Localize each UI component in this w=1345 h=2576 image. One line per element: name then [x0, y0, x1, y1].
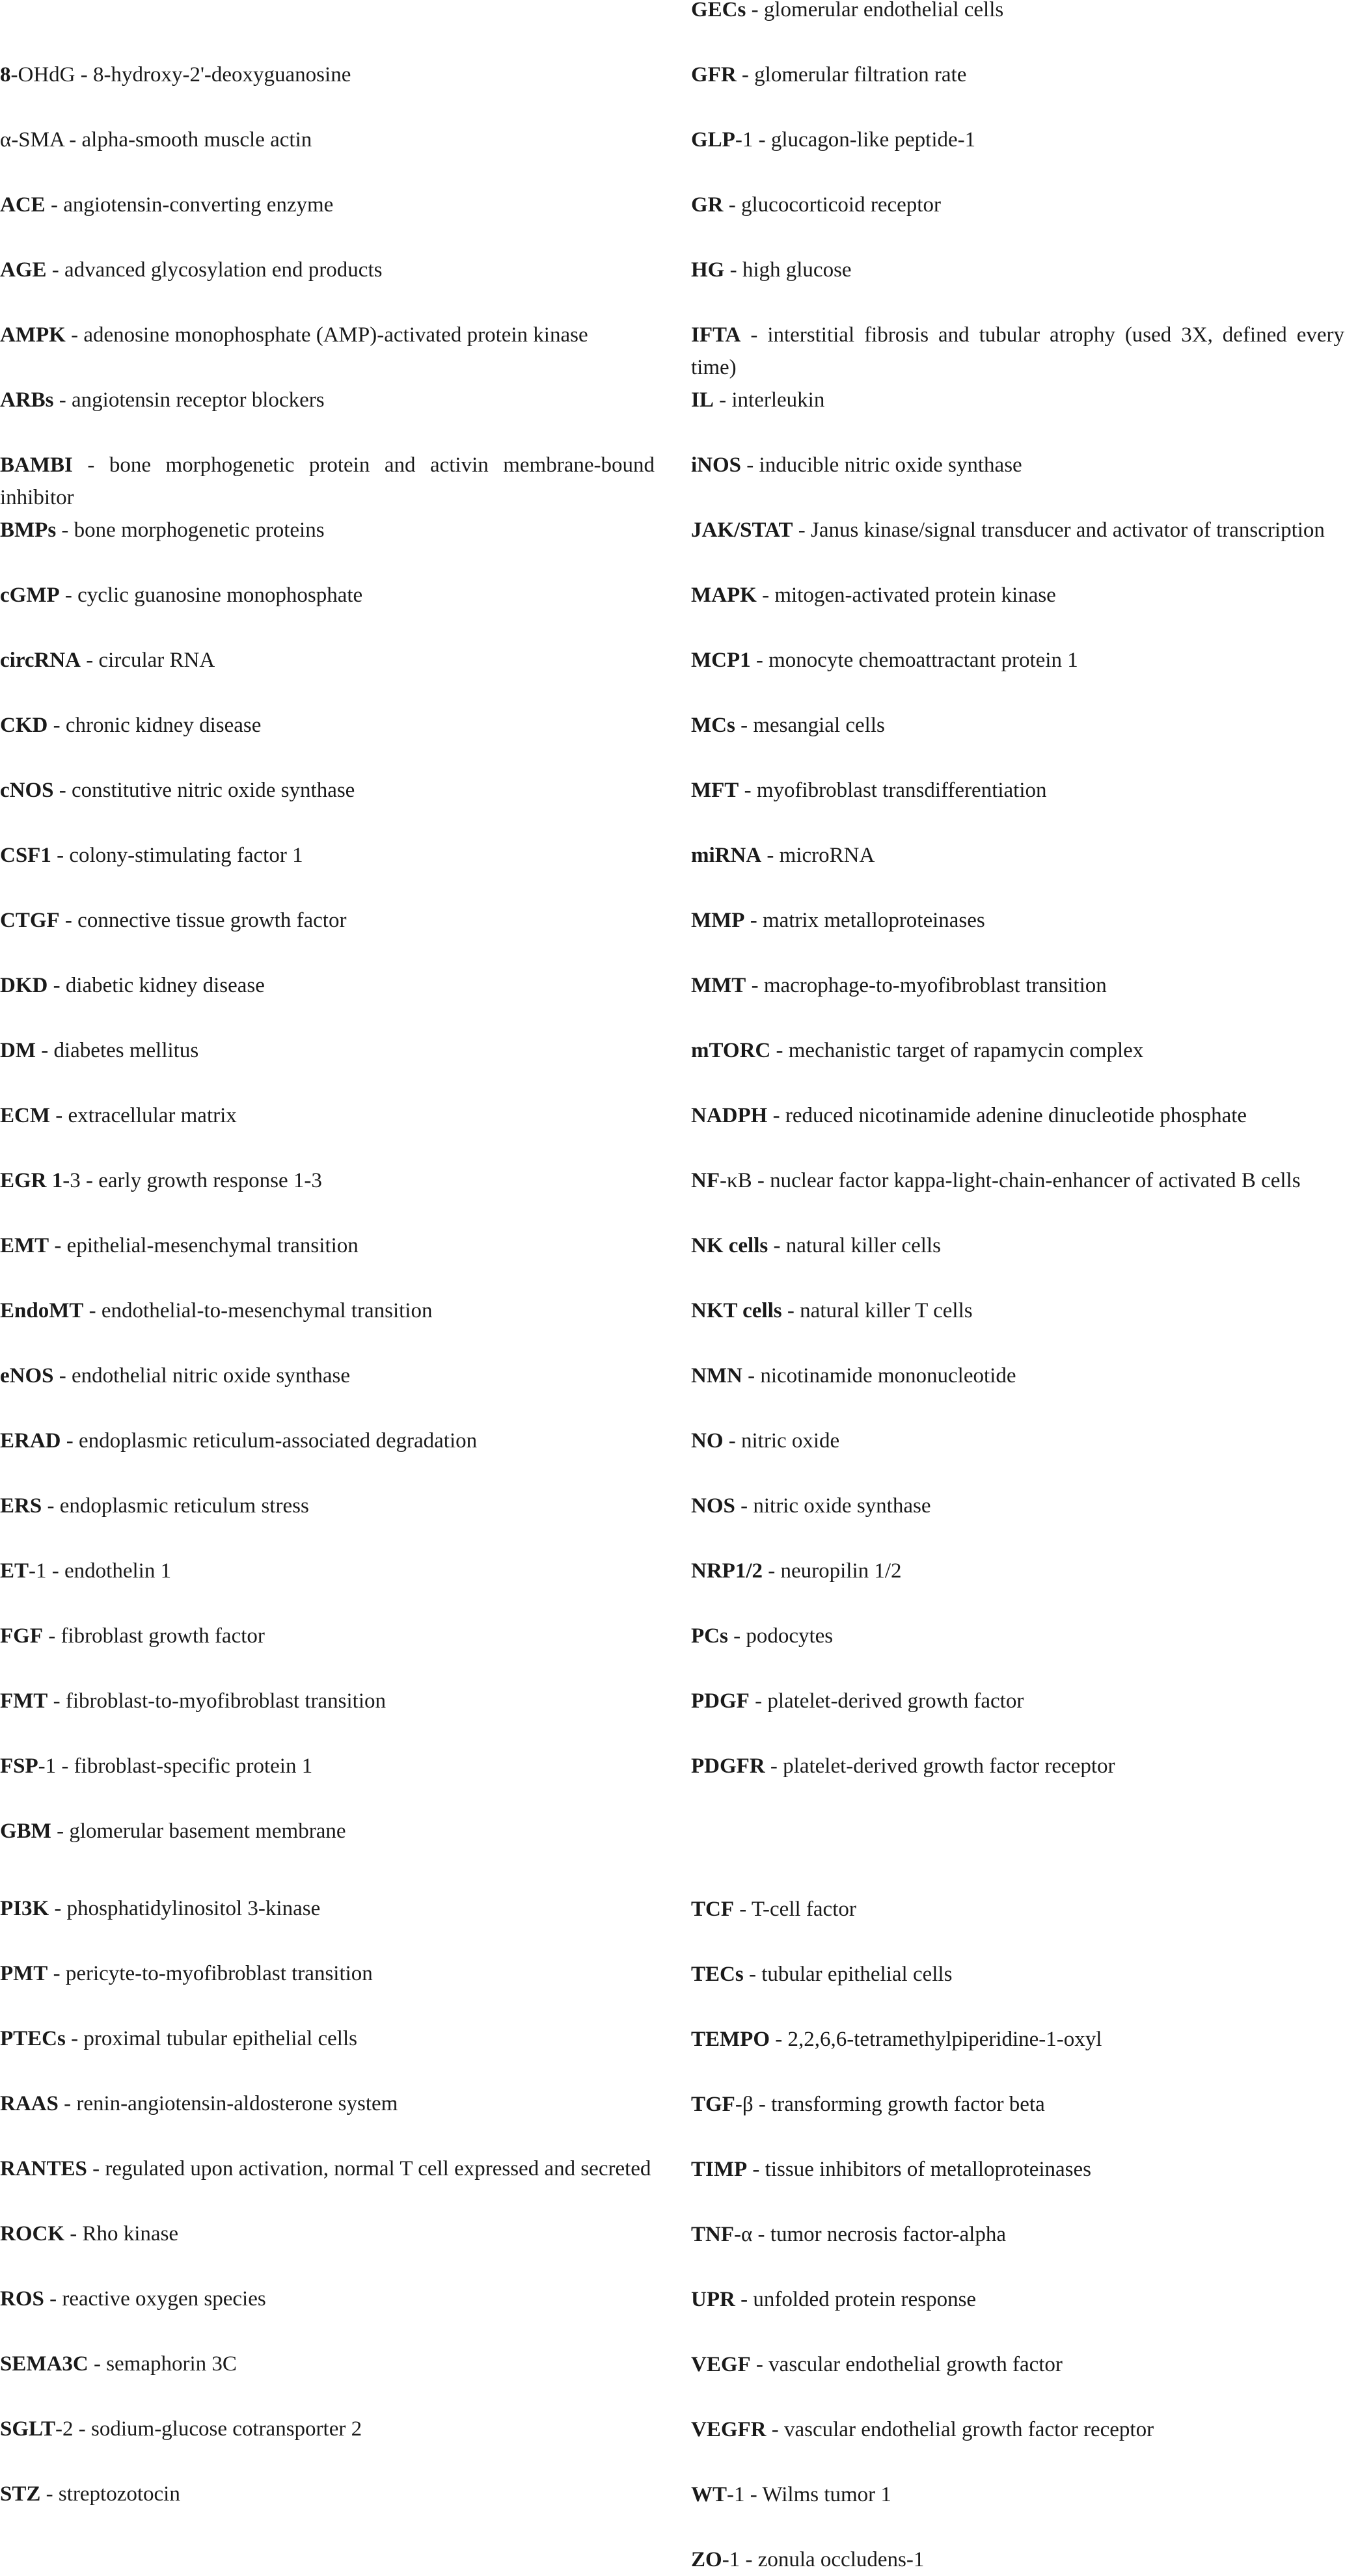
abbreviation-term: GBM	[0, 1819, 51, 1843]
abbreviation-entry-pcs: PCs - podocytes	[691, 1624, 834, 1648]
abbreviation-term: 8-OHdG	[0, 63, 75, 87]
abbreviation-entry-tgf: TGF-β - transforming growth factor beta	[691, 2093, 1045, 2116]
abbreviation-term: ERAD	[0, 1429, 61, 1453]
abbreviation-definition: fibroblast growth factor	[61, 1624, 265, 1648]
abbreviation-term: PI3K	[0, 1897, 49, 1920]
abbreviation-definition: reduced nicotinamide adenine dinucleotide phosphate	[785, 1104, 1247, 1127]
abbreviation-entry-mcp1: MCP1 - monocyte chemoattractant protein 1	[691, 649, 1078, 672]
abbreviation-definition: nuclear factor kappa-light-chain-enhancer of activated B cells	[770, 1169, 1301, 1192]
abbreviation-term: VEGFR	[691, 2418, 767, 2441]
abbreviation-definition: T-cell factor	[751, 1898, 856, 1921]
abbreviation-entry-nos: NOS - nitric oxide synthase	[691, 1494, 931, 1518]
abbreviation-entry-nf-b: NF-κB - nuclear factor kappa-light-chain-enhancer of activated B cells	[691, 1169, 1301, 1192]
abbreviation-entry-nmn: NMN - nicotinamide mononucleotide	[691, 1364, 1016, 1388]
abbreviation-term: GR	[691, 193, 724, 217]
abbreviation-definition: renin-angiotensin-aldosterone system	[76, 2092, 398, 2115]
abbreviation-entry-fgf: FGF - fibroblast growth factor	[0, 1624, 265, 1648]
abbreviation-term: CSF1	[0, 844, 51, 867]
abbreviation-definition: pericyte-to-myofibroblast transition	[65, 1962, 373, 1985]
abbreviation-term: α-SMA	[0, 128, 64, 152]
abbreviation-entry-pdgfr: PDGFR - platelet-derived growth factor receptor	[691, 1754, 1115, 1778]
abbreviation-term: ARBs	[0, 388, 54, 412]
abbreviation-term: ECM	[0, 1104, 50, 1127]
abbreviation-entry-ckd: CKD - chronic kidney disease	[0, 714, 262, 737]
abbreviation-definition: platelet-derived growth factor receptor	[783, 1754, 1115, 1778]
abbreviation-definition: cyclic guanosine monophosphate	[77, 584, 363, 607]
abbreviation-term: GLP-1	[691, 128, 754, 152]
abbreviation-entry-sglt-2: SGLT-2 - sodium-glucose cotransporter 2	[0, 2417, 362, 2441]
abbreviation-term: SGLT-2	[0, 2417, 74, 2441]
abbreviation-term: NO	[691, 1429, 724, 1453]
abbreviation-term: ET-1	[0, 1559, 47, 1583]
abbreviation-definition: alpha-smooth muscle actin	[81, 128, 312, 152]
abbreviation-entry-hg: HG - high glucose	[691, 258, 852, 282]
abbreviation-definition: nitric oxide	[741, 1429, 840, 1453]
abbreviation-term: MCs	[691, 714, 735, 737]
abbreviation-term: ROCK	[0, 2222, 64, 2246]
abbreviation-definition: matrix metalloproteinases	[762, 909, 985, 932]
abbreviation-term: TNF-α	[691, 2223, 753, 2246]
abbreviation-entry-mapk: MAPK - mitogen-activated protein kinase	[691, 584, 1056, 607]
abbreviation-term: FGF	[0, 1624, 43, 1648]
abbreviation-definition: fibroblast-to-myofibroblast transition	[65, 1689, 386, 1713]
abbreviation-entry-upr: UPR - unfolded protein response	[691, 2288, 977, 2311]
abbreviation-entry-gecs: GECs - glomerular endothelial cells	[691, 0, 1344, 26]
abbreviation-term: TCF	[691, 1898, 734, 1921]
abbreviation-entry-enos: eNOS - endothelial nitric oxide synthase	[0, 1364, 350, 1388]
abbreviation-definition: endothelial nitric oxide synthase	[72, 1364, 350, 1388]
abbreviation-definition: regulated upon activation, normal T cell expressed and secreted	[105, 2157, 651, 2180]
abbreviation-term: GFR	[691, 63, 737, 87]
abbreviation-term: EMT	[0, 1234, 49, 1257]
abbreviation-entry-tempo: TEMPO - 2,2,6,6-tetramethylpiperidine-1-oxyl	[691, 2028, 1102, 2051]
abbreviation-term: PDGF	[691, 1689, 750, 1713]
abbreviation-definition: Janus kinase/signal transducer and activator of transcription	[810, 518, 1325, 542]
abbreviation-entry-bambi: BAMBI - bone morphogenetic protein and activin membrane-bound inhibitor	[0, 453, 655, 509]
abbreviation-definition: interleukin	[731, 388, 825, 412]
abbreviation-term: NRP1/2	[691, 1559, 763, 1583]
abbreviation-definition: streptozotocin	[58, 2482, 180, 2506]
abbreviation-term: ROS	[0, 2287, 44, 2311]
abbreviation-definition: nicotinamide mononucleotide	[760, 1364, 1016, 1388]
abbreviation-entry-sma: α-SMA - alpha-smooth muscle actin	[0, 128, 312, 152]
abbreviation-definition: adenosine monophosphate (AMP)-activated protein kinase	[83, 323, 588, 347]
abbreviation-definition: zonula occludens-1	[757, 2548, 925, 2571]
abbreviation-entry-gr: GR - glucocorticoid receptor	[691, 193, 941, 217]
abbreviation-entry-emt: EMT - epithelial-mesenchymal transition	[0, 1234, 359, 1257]
abbreviation-term: CKD	[0, 714, 48, 737]
abbreviation-term: STZ	[0, 2482, 41, 2506]
abbreviation-entry-arbs: ARBs - angiotensin receptor blockers	[0, 388, 325, 412]
abbreviation-definition: epithelial-mesenchymal transition	[66, 1234, 359, 1257]
abbreviation-term: PCs	[691, 1624, 728, 1648]
abbreviation-term: MCP1	[691, 649, 751, 672]
abbreviation-definition: vascular endothelial growth factor	[768, 2353, 1063, 2376]
abbreviation-definition: tumor necrosis factor-alpha	[770, 2223, 1006, 2246]
abbreviation-term: IL	[691, 388, 714, 412]
abbreviation-term: RANTES	[0, 2157, 87, 2180]
abbreviation-term: circRNA	[0, 649, 81, 672]
abbreviation-term: PDGFR	[691, 1754, 765, 1778]
abbreviation-term: NF-κB	[691, 1169, 752, 1192]
abbreviation-term: EGR 1-3	[0, 1169, 81, 1192]
abbreviation-term: MFT	[691, 779, 739, 802]
abbreviation-entry-ros: ROS - reactive oxygen species	[0, 2287, 266, 2311]
abbreviation-definition: mechanistic target of rapamycin complex	[788, 1039, 1144, 1062]
abbreviation-entry-mft: MFT - myofibroblast transdifferentiation	[691, 779, 1047, 802]
abbreviation-term: ERS	[0, 1494, 42, 1518]
abbreviation-definition: tubular epithelial cells	[761, 1963, 953, 1986]
abbreviation-definition: inducible nitric oxide synthase	[759, 453, 1022, 477]
abbreviation-definition: semaphorin 3C	[106, 2352, 237, 2376]
abbreviation-term: MAPK	[691, 584, 757, 607]
abbreviation-term: JAK/STAT	[691, 518, 793, 542]
abbreviation-term: iNOS	[691, 453, 742, 477]
abbreviation-entry-nrp1-2: NRP1/2 - neuropilin 1/2	[691, 1559, 902, 1583]
abbreviation-term: miRNA	[691, 844, 762, 867]
abbreviation-term: TECs	[691, 1963, 744, 1986]
abbreviation-definition: neuropilin 1/2	[780, 1559, 902, 1583]
abbreviation-definition: glucocorticoid receptor	[741, 193, 941, 217]
abbreviation-definition: 2,2,6,6-tetramethylpiperidine-1-oxyl	[787, 2028, 1102, 2051]
abbreviation-entry-mtorc: mTORC - mechanistic target of rapamycin complex	[691, 1039, 1144, 1062]
abbreviation-definition: 8-hydroxy-2'-deoxyguanosine	[92, 63, 351, 87]
abbreviation-term: NKT cells	[691, 1299, 782, 1322]
abbreviation-definition: transforming growth factor beta	[771, 2093, 1045, 2116]
abbreviation-term: EndoMT	[0, 1299, 84, 1322]
abbreviation-entry-pmt: PMT - pericyte-to-myofibroblast transition	[0, 1962, 373, 1985]
abbreviation-entry-cnos: cNOS - constitutive nitric oxide synthase	[0, 779, 355, 802]
abbreviation-definition: monocyte chemoattractant protein 1	[768, 649, 1078, 672]
abbreviation-entry-stz: STZ - streptozotocin	[0, 2482, 180, 2506]
abbreviation-entry-ctgf: CTGF - connective tissue growth factor	[0, 909, 347, 932]
abbreviation-entry-zo-1: ZO-1 - zonula occludens-1	[691, 2548, 925, 2571]
abbreviation-entry-mmp: MMP - matrix metalloproteinases	[691, 909, 985, 932]
abbreviation-entry-ptecs: PTECs - proximal tubular epithelial cells	[0, 2027, 357, 2050]
abbreviation-entry-ampk: AMPK - adenosine monophosphate (AMP)-activated protein kinase	[0, 323, 588, 347]
abbreviation-term: RAAS	[0, 2092, 59, 2115]
abbreviation-definition: glomerular filtration rate	[754, 63, 967, 87]
abbreviation-term: VEGF	[691, 2353, 751, 2376]
abbreviation-definition: bone morphogenetic proteins	[74, 518, 325, 542]
abbreviation-entry-pi3k: PI3K - phosphatidylinositol 3-kinase	[0, 1897, 321, 1920]
abbreviation-term: HG	[691, 258, 725, 282]
abbreviation-entry-circrna: circRNA - circular RNA	[0, 649, 215, 672]
abbreviation-entry-tcf: TCF - T-cell factor	[691, 1898, 856, 1921]
abbreviation-entry-erad: ERAD - endoplasmic reticulum-associated degradation	[0, 1429, 478, 1453]
abbreviation-term: AMPK	[0, 323, 66, 347]
abbreviation-definition: mesangial cells	[753, 714, 885, 737]
abbreviation-definition: advanced glycosylation end products	[64, 258, 383, 282]
abbreviation-entry-gbm: GBM - glomerular basement membrane	[0, 1819, 346, 1843]
abbreviation-entry-fsp-1: FSP-1 - fibroblast-specific protein 1	[0, 1754, 313, 1778]
abbreviation-definition: tissue inhibitors of metalloproteinases	[765, 2158, 1092, 2181]
abbreviation-term: TIMP	[691, 2158, 748, 2181]
abbreviation-term: NMN	[691, 1364, 742, 1388]
abbreviation-definition: glomerular endothelial cells	[763, 0, 1004, 21]
abbreviation-definition: platelet-derived growth factor	[767, 1689, 1024, 1713]
abbreviation-term: mTORC	[691, 1039, 771, 1062]
abbreviation-entry-ers: ERS - endoplasmic reticulum stress	[0, 1494, 309, 1518]
abbreviation-entry-fmt: FMT - fibroblast-to-myofibroblast transition	[0, 1689, 386, 1713]
abbreviation-entry-nk-cells: NK cells - natural killer cells	[691, 1234, 941, 1257]
abbreviation-term: ZO-1	[691, 2548, 740, 2571]
abbreviation-definition: unfolded protein response	[753, 2288, 977, 2311]
abbreviation-entry-vegf: VEGF - vascular endothelial growth factor	[691, 2353, 1063, 2376]
abbreviation-definition: high glucose	[742, 258, 852, 282]
abbreviation-definition: connective tissue growth factor	[77, 909, 347, 932]
abbreviation-term: GECs	[691, 0, 746, 21]
abbreviation-entry-inos: iNOS - inducible nitric oxide synthase	[691, 453, 1022, 477]
abbreviation-definition: mitogen-activated protein kinase	[774, 584, 1056, 607]
abbreviation-term: AGE	[0, 258, 47, 282]
abbreviation-definition: extracellular matrix	[68, 1104, 237, 1127]
abbreviation-term: PMT	[0, 1962, 48, 1985]
abbreviation-entry-wt-1: WT-1 - Wilms tumor 1	[691, 2483, 891, 2506]
abbreviation-entry-gfr: GFR - glomerular filtration rate	[691, 63, 967, 87]
abbreviation-term: eNOS	[0, 1364, 54, 1388]
abbreviation-definition: endothelin 1	[64, 1559, 172, 1583]
abbreviation-entry-csf1: CSF1 - colony-stimulating factor 1	[0, 844, 303, 867]
abbreviation-term: MMT	[691, 974, 746, 997]
abbreviation-term: SEMA3C	[0, 2352, 88, 2376]
abbreviation-entry-raas: RAAS - renin-angiotensin-aldosterone system	[0, 2092, 398, 2115]
abbreviation-entry-rock: ROCK - Rho kinase	[0, 2222, 179, 2246]
abbreviation-term: PTECs	[0, 2027, 66, 2050]
abbreviation-definition: reactive oxygen species	[62, 2287, 266, 2311]
abbreviation-entry-sema3c: SEMA3C - semaphorin 3C	[0, 2352, 237, 2376]
abbreviation-definition: circular RNA	[98, 649, 215, 672]
abbreviation-entry-dkd: DKD - diabetic kidney disease	[0, 974, 265, 997]
abbreviation-definition: phosphatidylinositol 3-kinase	[66, 1897, 321, 1920]
abbreviation-definition: endothelial-to-mesenchymal transition	[101, 1299, 433, 1322]
abbreviation-definition: glomerular basement membrane	[69, 1819, 346, 1843]
abbreviation-definition: vascular endothelial growth factor receptor	[784, 2418, 1154, 2441]
abbreviation-term: ACE	[0, 193, 46, 217]
abbreviation-definition: fibroblast-specific protein 1	[74, 1754, 313, 1778]
abbreviation-entry-mcs: MCs - mesangial cells	[691, 714, 885, 737]
abbreviation-entry-age: AGE - advanced glycosylation end products	[0, 258, 383, 282]
abbreviation-entry-il: IL - interleukin	[691, 388, 825, 412]
abbreviation-definition: angiotensin receptor blockers	[72, 388, 325, 412]
abbreviation-entry-dm: DM - diabetes mellitus	[0, 1039, 199, 1062]
abbreviation-entry-jak-stat: JAK/STAT - Janus kinase/signal transducer and activator of transcription	[691, 518, 1325, 542]
abbreviation-term: cNOS	[0, 779, 54, 802]
abbreviation-definition: diabetes mellitus	[53, 1039, 199, 1062]
abbreviation-term: BMPs	[0, 518, 57, 542]
abbreviation-entry-rantes: RANTES - regulated upon activation, normal T cell expressed and secreted	[0, 2157, 651, 2180]
abbreviation-definition: angiotensin-converting enzyme	[63, 193, 334, 217]
abbreviation-term: FSP-1	[0, 1754, 57, 1778]
abbreviation-term: DKD	[0, 974, 48, 997]
abbreviation-entry-nadph: NADPH - reduced nicotinamide adenine dinucleotide phosphate	[691, 1104, 1247, 1127]
abbreviation-entry-8-ohdg: 8-OHdG - 8-hydroxy-2'-deoxyguanosine	[0, 63, 351, 87]
abbreviation-term: FMT	[0, 1689, 48, 1713]
abbreviation-entry-timp: TIMP - tissue inhibitors of metalloproteinases	[691, 2158, 1092, 2181]
abbreviation-entry-vegfr: VEGFR - vascular endothelial growth factor receptor	[691, 2418, 1154, 2441]
abbreviation-definition: Wilms tumor 1	[762, 2483, 891, 2506]
abbreviation-definition: natural killer T cells	[800, 1299, 973, 1322]
abbreviation-term: BAMBI	[0, 453, 73, 477]
abbreviation-definition: chronic kidney disease	[65, 714, 262, 737]
abbreviation-entry-et-1: ET-1 - endothelin 1	[0, 1559, 172, 1583]
abbreviation-definition: diabetic kidney disease	[65, 974, 265, 997]
abbreviation-definition: macrophage-to-myofibroblast transition	[763, 974, 1107, 997]
abbreviation-definition: endoplasmic reticulum-associated degradation	[79, 1429, 478, 1453]
abbreviation-definition: proximal tubular epithelial cells	[83, 2027, 357, 2050]
abbreviation-term: TEMPO	[691, 2028, 770, 2051]
abbreviation-term: UPR	[691, 2288, 735, 2311]
abbreviation-definition: microRNA	[779, 844, 875, 867]
abbreviation-entry-pdgf: PDGF - platelet-derived growth factor	[691, 1689, 1024, 1713]
abbreviation-entry-no: NO - nitric oxide	[691, 1429, 840, 1453]
abbreviation-entry-mmt: MMT - macrophage-to-myofibroblast transition	[691, 974, 1107, 997]
abbreviation-entry-cgmp: cGMP - cyclic guanosine monophosphate	[0, 584, 363, 607]
abbreviation-definition: sodium-glucose cotransporter 2	[91, 2417, 362, 2441]
abbreviation-entry-bmps: BMPs - bone morphogenetic proteins	[0, 518, 325, 542]
abbreviation-definition: interstitial fibrosis and tubular atrophy (used 3X, defined every time)	[691, 323, 1344, 379]
abbreviation-entry-ifta: IFTA - interstitial fibrosis and tubular atrophy (used 3X, defined every time)	[691, 323, 1344, 379]
abbreviation-entry-egr-1-3: EGR 1-3 - early growth response 1-3	[0, 1169, 322, 1192]
abbreviation-definition: glucagon-like peptide-1	[770, 128, 976, 152]
abbreviation-entry-tecs: TECs - tubular epithelial cells	[691, 1963, 953, 1986]
abbreviation-definition: nitric oxide synthase	[753, 1494, 931, 1518]
abbreviation-definition: bone morphogenetic protein and activin membrane-bound inhibitor	[0, 453, 655, 509]
abbreviation-term: WT-1	[691, 2483, 745, 2506]
abbreviation-term: NOS	[691, 1494, 735, 1518]
abbreviation-definition: colony-stimulating factor 1	[69, 844, 303, 867]
abbreviation-entry-ecm: ECM - extracellular matrix	[0, 1104, 237, 1127]
abbreviation-term: NK cells	[691, 1234, 768, 1257]
abbreviation-definition: Rho kinase	[82, 2222, 179, 2246]
abbreviation-entry-glp-1: GLP-1 - glucagon-like peptide-1	[691, 128, 976, 152]
abbreviation-term: IFTA	[691, 323, 741, 347]
abbreviation-entry-nkt-cells: NKT cells - natural killer T cells	[691, 1299, 973, 1322]
abbreviation-entry-tnf: TNF-α - tumor necrosis factor-alpha	[691, 2223, 1006, 2246]
abbreviation-definition: myofibroblast transdifferentiation	[756, 779, 1047, 802]
abbreviation-definition: early growth response 1-3	[98, 1169, 322, 1192]
abbreviation-entry-endomt: EndoMT - endothelial-to-mesenchymal transition	[0, 1299, 433, 1322]
abbreviation-term: cGMP	[0, 584, 60, 607]
abbreviation-term: CTGF	[0, 909, 60, 932]
abbreviation-term: NADPH	[691, 1104, 768, 1127]
abbreviation-definition: podocytes	[746, 1624, 834, 1648]
abbreviation-entry-ace: ACE - angiotensin-converting enzyme	[0, 193, 334, 217]
abbreviation-definition: natural killer cells	[785, 1234, 941, 1257]
abbreviation-term: DM	[0, 1039, 36, 1062]
abbreviation-definition: constitutive nitric oxide synthase	[72, 779, 355, 802]
abbreviation-entry-mirna: miRNA - microRNA	[691, 844, 875, 867]
abbreviation-term: MMP	[691, 909, 745, 932]
abbreviation-definition: endoplasmic reticulum stress	[59, 1494, 309, 1518]
abbreviation-term: TGF-β	[691, 2093, 754, 2116]
